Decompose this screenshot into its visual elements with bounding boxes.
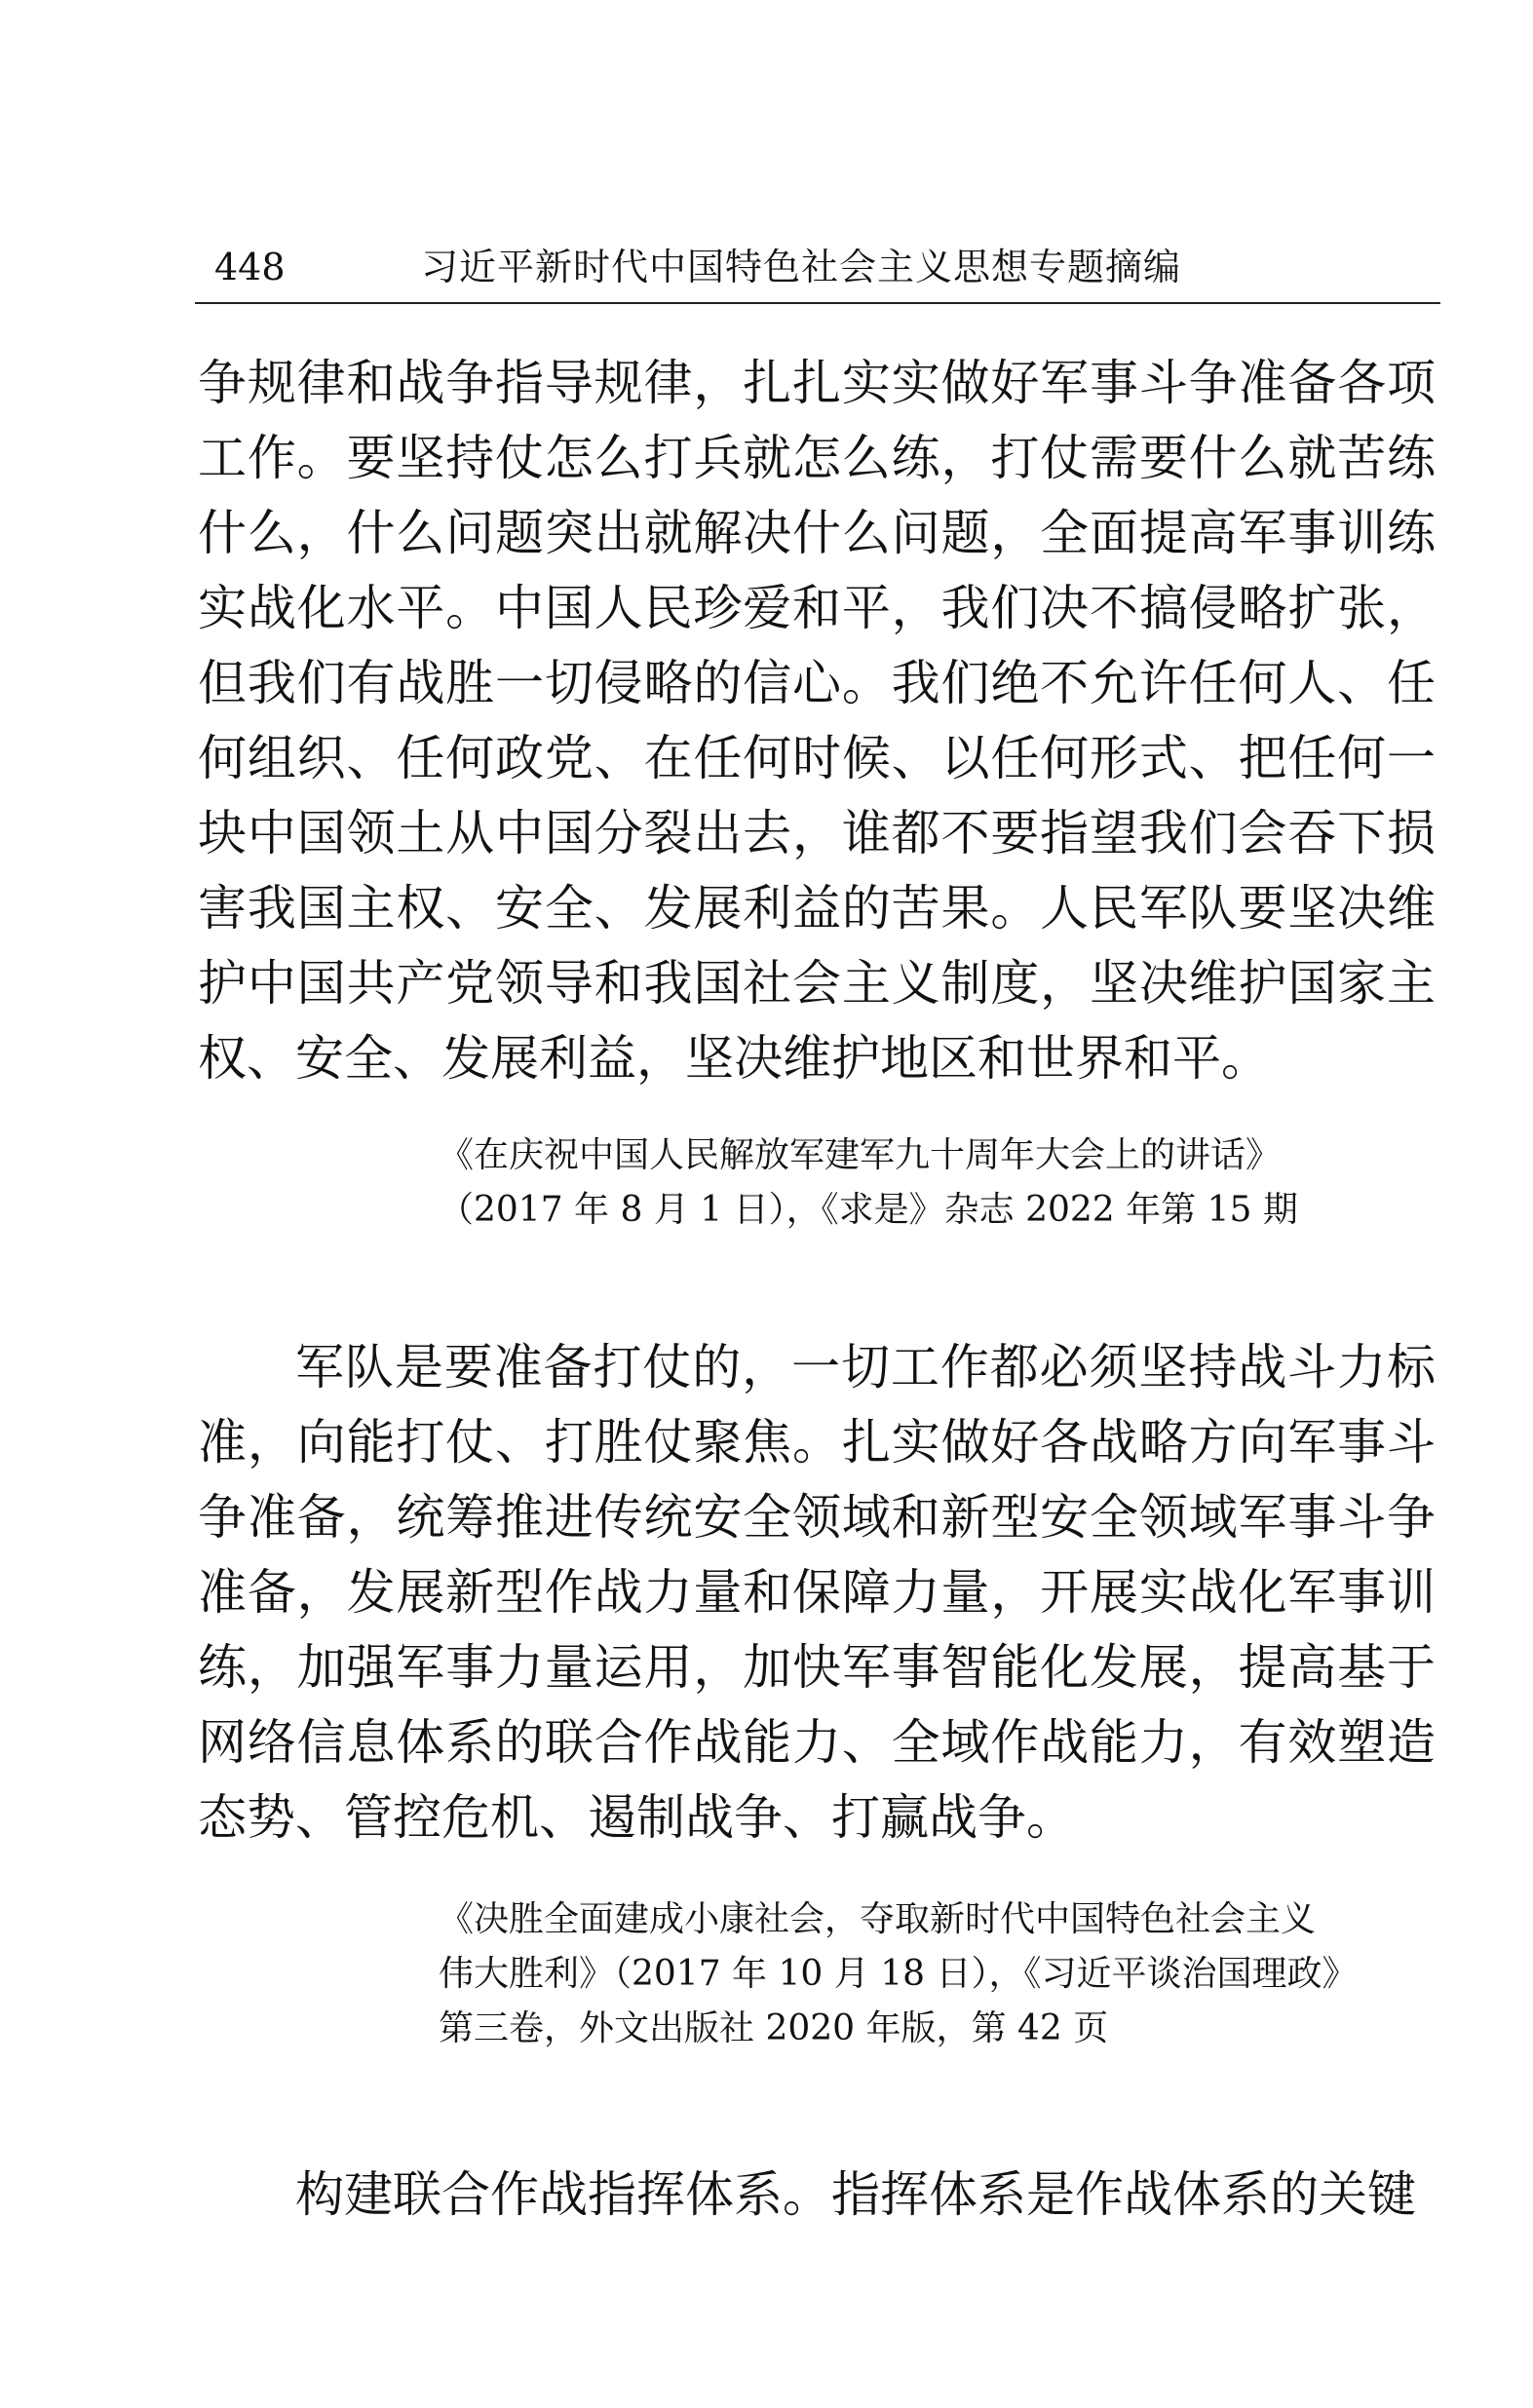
page-number: 448 [214,246,286,288]
book-title: 习近平新时代中国特色社会主义思想专题摘编 [421,246,1182,288]
citation-line: （2017 年 8 月 1 日），《求是》杂志 2022 年第 15 期 [439,1190,1298,1230]
header-rule [195,302,1440,304]
citation-line: 第三卷，外文出版社 2020 年版，第 42 页 [439,2008,1109,2048]
body-paragraph: 军队是要准备打仗的，一切工作都必须坚持战斗力标准，向能打仗、打胜仗聚焦。扎实做好各战略方向军事斗争准备，统筹推进传统安全领域和新型安全领域军事斗争准备，发展新型作战力量和保障力量，开展实战化军事训练，加强军事力量运用，加快军事智能化发展，提高基于网络信息体系的联合作战能力、全域作战能力，有效塑造态势、管控危机、遏制战争、打赢战争。 [198,1339,1436,1846]
citation-line: 伟大胜利》（2017 年 10 月 18 日），《习近平谈治国理政》 [439,1954,1358,1994]
citation-line: 《在庆祝中国人民解放军建军九十周年大会上的讲话》 [439,1135,1282,1175]
body-paragraph: 构建联合作战指挥体系。指挥体系是作战体系的关键 [295,2166,1416,2223]
citation-line: 《决胜全面建成小康社会，夺取新时代中国特色社会主义 [439,1899,1317,1939]
body-paragraph: 争规律和战争指导规律，扎扎实实做好军事斗争准备各项工作。要坚持仗怎么打兵就怎么练，打仗需要什么就苦练什么，什么问题突出就解决什么问题，全面提高军事训练实战化水平。中国人民珍爱和平，我们决不搞侵略扩张，但我们有战胜一切侵略的信心。我们绝不允许任何人、任何组织、任何政党、在任何时候、以任何形式、把任何一块中国领土从中国分裂出去，谁都不要指望我们会吞下损害我国主权、安全、发展利益的苦果。人民军队要坚决维护中国共产党领导和我国社会主义制度，坚决维护国家主权、安全、发展利益，坚决维护地区和世界和平。 [198,355,1436,1087]
source-citation [439,1892,1437,2056]
source-citation [439,1128,1437,1238]
running-head [195,238,1440,296]
